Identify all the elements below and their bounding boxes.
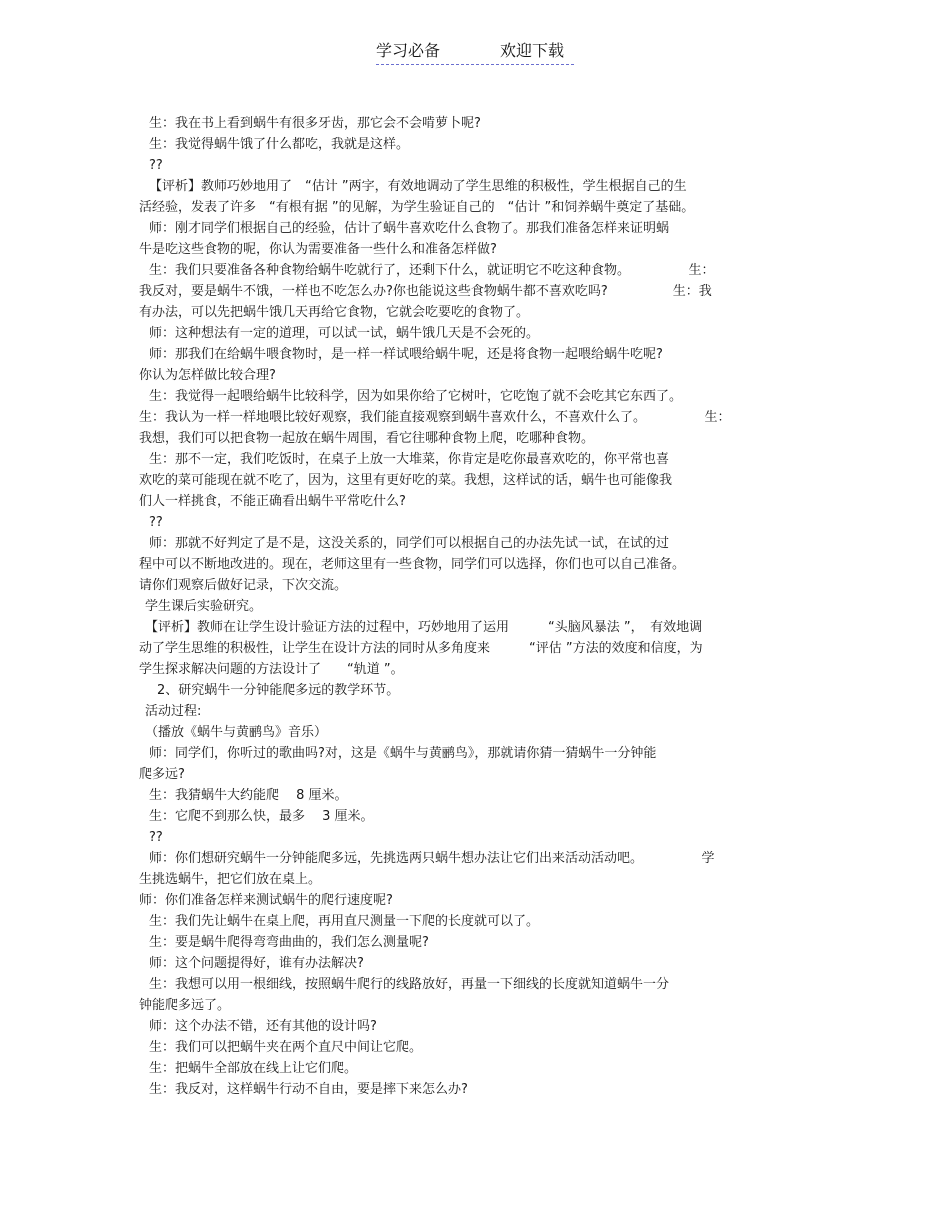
text-line: 生：我们只要准备各种食物给蜗牛吃就行了，还剩下什么，就证明它不吃这种食物。 生： [149, 263, 715, 278]
text-line: 生：我们先让蜗牛在桌上爬，再用直尺测量一下爬的长度就可以了。 [149, 914, 540, 929]
text-line: 学生课后实验研究。 [145, 599, 263, 614]
text-line: （播放《蜗牛与黄鹂鸟》音乐） [145, 725, 328, 740]
text-line: 活动过程: [145, 704, 202, 719]
text-line: 牛是吃这些食物的呢，你认为需要准备一些什么和准备怎样做? [139, 242, 497, 257]
text-line: 生：把蜗牛全部放在线上让它们爬。 [149, 1061, 358, 1076]
text-line: 我反对，要是蜗牛不饿，一样也不吃怎么办?你也能说这些食物蜗牛都不喜欢吃吗? 生：我 [139, 284, 712, 299]
text-line: 学生探求解决问题的方法设计了 “轨道 ”。 [139, 662, 404, 677]
text-line: 程中可以不断地改进的。现在，老师这里有一些食物，同学们可以选择，你们也可以自己准备。 [139, 557, 686, 572]
section-heading: 2、研究蜗牛一分钟能爬多远的教学环节。 [157, 683, 400, 698]
text-line: 生：它爬不到那么快，最多 3 厘米。 [149, 809, 374, 824]
text-line: 生挑选蜗牛，把它们放在桌上。 [139, 872, 322, 887]
text-line: 师：这个问题提得好，谁有办法解决? [149, 956, 364, 971]
text-line: 生：我认为一样一样地喂比较好观察，我们能直接观察到蜗牛喜欢什么，不喜欢什么了。 生： [139, 410, 731, 425]
text-line: 生：我觉得一起喂给蜗牛比较科学，因为如果你给了它树叶，它吃饱了就不会吃其它东西了。 [149, 389, 683, 404]
page-header [376, 40, 574, 65]
text-line: 你认为怎样做比较合理? [139, 368, 276, 383]
header-left-text: 学习必备 [376, 41, 441, 60]
text-line: 钟能爬多远了。 [139, 998, 231, 1013]
text-line: 【评析】教师巧妙地用了 “估计 ”两字，有效地调动了学生思维的积极性，学生根据自己的生 [149, 179, 687, 194]
text-line: 生：我想可以用一根细线，按照蜗牛爬行的线路放好，再量一下细线的长度就知道蜗牛一分 [149, 977, 670, 992]
text-line: ?? [149, 830, 163, 845]
text-line: 【评析】教师在让学生设计验证方法的过程中，巧妙地用了运用 “头脑风暴法 ”， 有效地调 [145, 620, 703, 635]
text-line: 师：这种想法有一定的道理，可以试一试，蜗牛饿几天是不会死的。 [149, 326, 540, 341]
text-line: 生：那不一定，我们吃饭时，在桌子上放一大堆菜，你肯定是吃你最喜欢吃的，你平常也喜 [149, 452, 670, 467]
text-line: 欢吃的菜可能现在就不吃了，因为，这里有更好吃的菜。我想，这样试的话，蜗牛也可能像我 [139, 473, 673, 488]
text-line: 师：同学们，你听过的歌曲吗?对，这是《蜗牛与黄鹂鸟》，那就请你猜一猜蜗牛一分钟能 [149, 746, 657, 761]
text-line: 师：这个办法不错，还有其他的设计吗? [149, 1019, 377, 1034]
text-line: 有办法，可以先把蜗牛饿几天再给它食物，它就会吃要吃的食物了。 [139, 305, 530, 320]
text-line: 师：那我们在给蜗牛喂食物时，是一样一样试喂给蜗牛呢，还是将食物一起喂给蜗牛吃呢? [149, 347, 663, 362]
text-line: 生：我反对，这样蜗牛行动不自由，要是摔下来怎么办? [149, 1082, 468, 1097]
text-line: 生：我们可以把蜗牛夹在两个直尺中间让它爬。 [149, 1040, 423, 1055]
text-line: 请你们观察后做好记录，下次交流。 [139, 578, 348, 593]
text-line: ?? [149, 515, 163, 530]
text-line: 爬多远? [139, 767, 185, 782]
text-line: 师：刚才同学们根据自己的经验，估计了蜗牛喜欢吃什么食物了。那我们准备怎样来证明蜗 [149, 221, 670, 236]
text-line: 活经验，发表了许多 “有根有据 ”的见解，为学生验证自己的 “估计 ”和饲养蜗牛奠定了基础。 [139, 200, 695, 215]
header-right-text: 欢迎下载 [500, 41, 565, 60]
text-line: 师：你们准备怎样来测试蜗牛的爬行速度呢? [139, 893, 393, 908]
text-line: 生：我猜蜗牛大约能爬 8 厘米。 [149, 788, 348, 803]
text-line: ?? [149, 158, 163, 173]
text-line: 生：我觉得蜗牛饿了什么都吃，我就是这样。 [149, 137, 410, 152]
text-line: 生：要是蜗牛爬得弯弯曲曲的，我们怎么测量呢? [149, 935, 429, 950]
text-line: 们人一样挑食，不能正确看出蜗牛平常吃什么? [139, 494, 406, 509]
text-line: 动了学生思维的积极性，让学生在设计方法的同时从多角度来 “评估 ”方法的效度和信度，为 [139, 641, 703, 656]
document-body [139, 113, 819, 1100]
text-line: 师：那就不好判定了是不是，这没关系的，同学们可以根据自己的办法先试一试，在试的过 [149, 536, 670, 551]
text-line: 生：我在书上看到蜗牛有很多牙齿，那它会不会啃萝卜呢? [149, 116, 481, 131]
text-line: 师：你们想研究蜗牛一分钟能爬多远，先挑选两只蜗牛想办法让它们出来活动活动吧。 学 [149, 851, 715, 866]
text-line: 我想，我们可以把食物一起放在蜗牛周围，看它往哪种食物上爬，吃哪种食物。 [139, 431, 595, 446]
